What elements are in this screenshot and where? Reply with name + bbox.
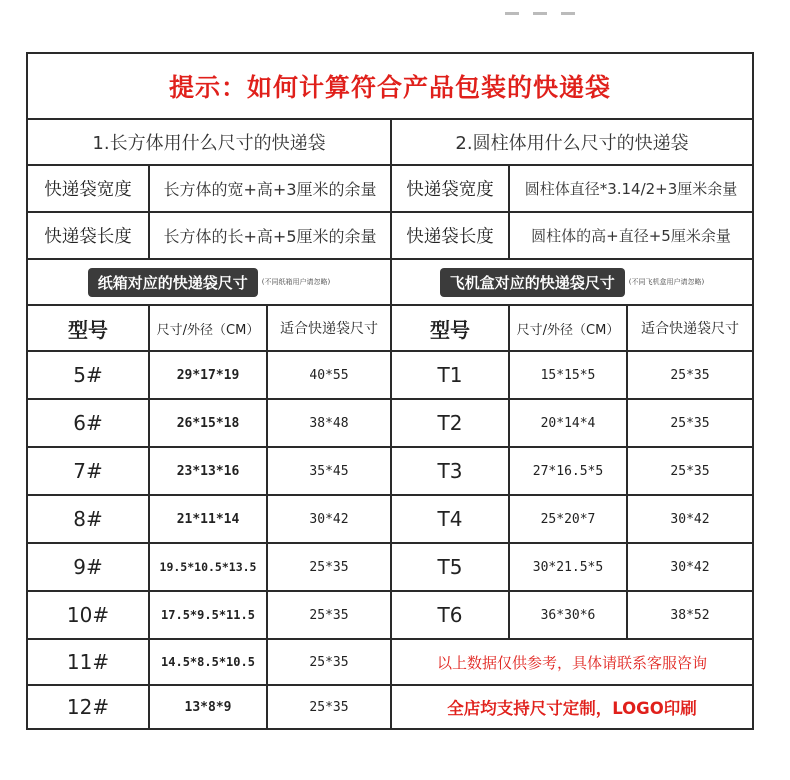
carton-row-1-size: 29*17*19 <box>176 367 240 383</box>
airbox-row-6-size: 36*30*6 <box>540 607 596 623</box>
carton-row-3-bag: 35*45 <box>309 463 349 479</box>
cylinder-width-formula: 圆柱体直径*3.14/2+3厘米余量 <box>524 180 738 198</box>
grid-line <box>390 118 392 728</box>
cylinder-width-label: 快递袋宽度 <box>406 180 494 200</box>
carton-row-4-size: 21*11*14 <box>176 511 240 527</box>
grid-line <box>148 164 150 258</box>
carton-row-7-model: 11# <box>66 650 110 674</box>
carton-row-5-bag: 25*35 <box>309 559 349 575</box>
airbox-row-2-bag: 25*35 <box>670 415 710 431</box>
carton-row-8-model: 12# <box>66 695 110 719</box>
carton-note: (不同纸箱用户请忽略) <box>261 278 331 286</box>
grid-line <box>626 304 628 638</box>
size-guide-table <box>26 52 754 730</box>
carton-col-model: 型号 <box>68 317 108 342</box>
carton-row-5-size: 19.5*10.5*13.5 <box>159 560 257 574</box>
airbox-row-6-bag: 38*52 <box>670 607 710 623</box>
grid-line <box>508 164 510 258</box>
airbox-row-3-size: 27*16.5*5 <box>532 463 604 479</box>
airbox-col-model: 型号 <box>430 317 470 342</box>
grid-line <box>508 304 510 638</box>
airbox-row-1-bag: 25*35 <box>670 367 710 383</box>
airbox-note: (不同飞机盒用户请忽略) <box>628 278 705 286</box>
airbox-row-3-bag: 25*35 <box>670 463 710 479</box>
carton-row-7-size: 14.5*8.5*10.5 <box>161 655 255 669</box>
airbox-col-bag: 适合快递袋尺寸 <box>641 321 739 337</box>
carton-row-2-size: 26*15*18 <box>176 415 240 431</box>
cylinder-length-formula: 圆柱体的高+直径+5厘米余量 <box>531 227 731 245</box>
cylinder-length-label: 快递袋长度 <box>406 227 494 247</box>
cuboid-width-label: 快递袋宽度 <box>44 180 132 200</box>
cuboid-width-formula: 长方体的宽+高+3厘米的余量 <box>163 180 377 199</box>
airbox-row-3-model: T3 <box>437 459 463 483</box>
carton-row-2-model: 6# <box>73 411 103 435</box>
page-title: 提示：如何计算符合产品包装的快递袋 <box>168 73 611 102</box>
section-cuboid-heading: 1.长方体用什么尺寸的快递袋 <box>92 133 326 154</box>
grid-line <box>148 304 150 728</box>
carton-row-7-bag: 25*35 <box>309 654 349 670</box>
airbox-row-5-size: 30*21.5*5 <box>532 559 604 575</box>
carton-row-3-size: 23*13*16 <box>176 463 240 479</box>
carton-row-1-bag: 40*55 <box>309 367 349 383</box>
carton-col-size: 尺寸/外径（CM） <box>156 322 260 338</box>
airbox-row-2-model: T2 <box>437 411 463 435</box>
top-edge-mark <box>505 0 605 4</box>
airbox-row-4-bag: 30*42 <box>670 511 710 527</box>
carton-row-6-size: 17.5*9.5*11.5 <box>161 608 255 622</box>
airbox-row-1-model: T1 <box>437 363 463 387</box>
airbox-row-4-model: T4 <box>437 507 463 531</box>
carton-row-5-model: 9# <box>73 555 103 579</box>
airbox-row-4-size: 25*20*7 <box>540 511 596 527</box>
carton-row-6-bag: 25*35 <box>309 607 349 623</box>
disclaimer-note: 以上数据仅供参考，具体请联系客服咨询 <box>436 653 707 672</box>
customization-note: 全店均支持尺寸定制，LOGO印刷 <box>447 699 697 718</box>
carton-row-3-model: 7# <box>73 459 103 483</box>
cuboid-length-label: 快递袋长度 <box>44 227 132 247</box>
carton-row-8-size: 13*8*9 <box>184 699 232 715</box>
airbox-heading-cell <box>392 260 752 304</box>
airbox-row-5-bag: 30*42 <box>670 559 710 575</box>
carton-row-4-bag: 30*42 <box>309 511 349 527</box>
carton-row-2-bag: 38*48 <box>309 415 349 431</box>
carton-row-1-model: 5# <box>73 363 103 387</box>
airbox-heading: 飞机盒对应的快递袋尺寸 <box>440 268 625 297</box>
carton-row-8-bag: 25*35 <box>309 699 349 715</box>
grid-line <box>266 304 268 728</box>
airbox-row-6-model: T6 <box>437 603 463 627</box>
airbox-row-5-model: T5 <box>437 555 463 579</box>
section-cylinder-heading: 2.圆柱体用什么尺寸的快递袋 <box>455 133 689 154</box>
carton-row-4-model: 8# <box>73 507 103 531</box>
carton-heading-cell <box>28 260 390 304</box>
carton-row-6-model: 10# <box>66 603 110 627</box>
carton-col-bag: 适合快递袋尺寸 <box>280 321 378 337</box>
airbox-col-size: 尺寸/外径（CM） <box>516 322 620 338</box>
airbox-row-1-size: 15*15*5 <box>540 367 596 383</box>
carton-heading: 纸箱对应的快递袋尺寸 <box>88 268 258 297</box>
airbox-row-2-size: 20*14*4 <box>540 415 596 431</box>
cuboid-length-formula: 长方体的长+高+5厘米的余量 <box>163 227 377 246</box>
